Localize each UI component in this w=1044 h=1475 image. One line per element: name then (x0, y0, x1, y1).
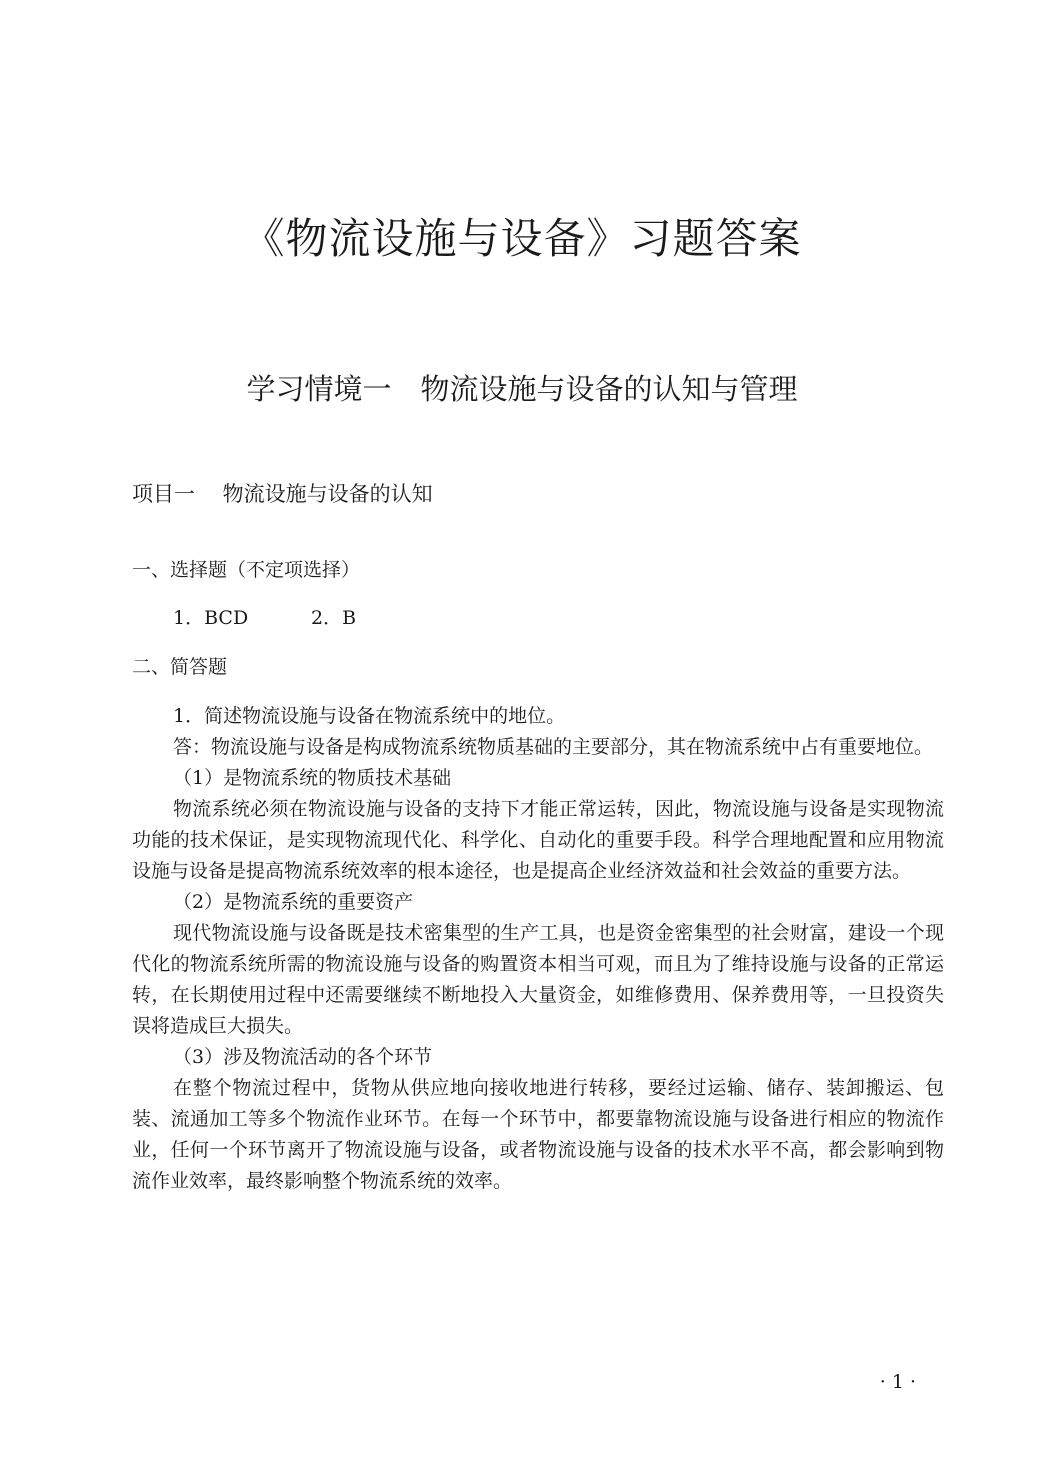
point-heading: （2）是物流系统的重要资产 (173, 891, 414, 913)
section-title: 学习情境一 物流设施与设备的认知与管理 (246, 372, 798, 406)
part1-heading: 一、选择题（不定项选择） (132, 559, 361, 581)
answer-item: 2．B (311, 607, 357, 629)
point-body: 在整个物流过程中，货物从供应地向接收地进行转移，要经过运输、储存、装卸搬运、包装、流通加工等多个物流作业环节。在每一个环节中，都要靠物流设施与设备进行相应的物流作业，任何一个环节离开了物流设施与设备，或者物流设施与设备的技术水平不高，都会影响到物流作业效率，最终影响整个物流系统的效率。 (132, 1077, 944, 1192)
point-heading: （3）涉及物流活动的各个环节 (173, 1046, 433, 1068)
page-number: · 1 · (879, 1371, 916, 1393)
point-heading: （1）是物流系统的物质技术基础 (173, 767, 452, 789)
answer-intro: 答：物流设施与设备是构成物流系统物质基础的主要部分，其在物流系统中占有重要地位。 (173, 736, 934, 758)
question-text: 1．简述物流设施与设备在物流系统中的地位。 (173, 705, 566, 727)
answer-item: 1．BCD (173, 607, 249, 629)
point-body: 物流系统必须在物流设施与设备的支持下才能正常运转，因此，物流设施与设备是实现物流功能的技术保证，是实现物流现代化、科学化、自动化的重要手段。科学合理地配置和应用物流设施与设备是提高物流系统效率的根本途径，也是提高企业经济效益和社会效益的重要方法。 (132, 798, 944, 882)
point-body: 现代物流设施与设备既是技术密集型的生产工具，也是资金密集型的社会财富，建设一个现代化的物流系统所需的物流设施与设备的购置资本相当可观，而且为了维持设施与设备的正常运转，在长期使用过程中还需要继续不断地投入大量资金，如维修费用、保养费用等，一旦投资失误将造成巨大损失。 (132, 922, 944, 1037)
answer-body (132, 701, 944, 1197)
project-title: 项目一 物流设施与设备的认知 (132, 482, 433, 506)
answer-list (173, 603, 356, 633)
part2-heading: 二、简答题 (132, 656, 228, 678)
document-title: 《物流设施与设备》习题答案 (242, 214, 802, 263)
